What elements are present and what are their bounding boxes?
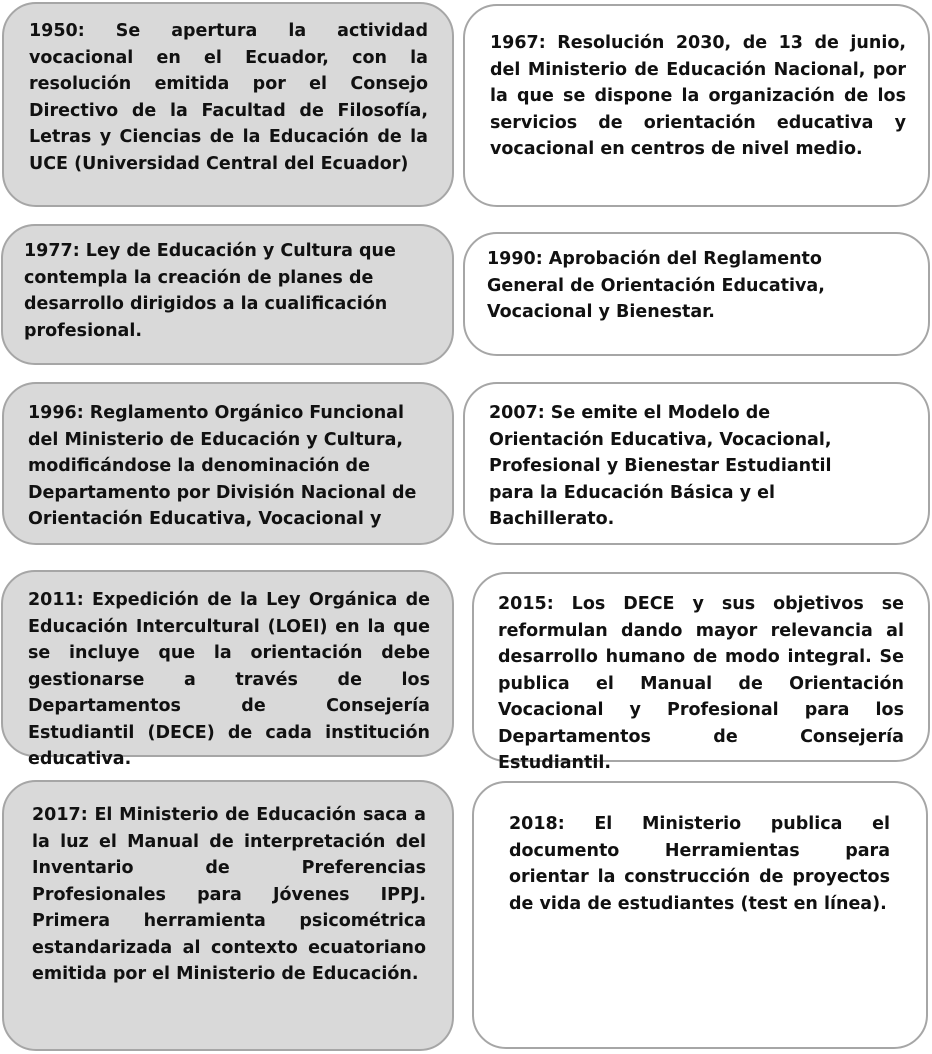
event-box-1990	[463, 232, 930, 356]
event-text-2017: 2017: El Ministerio de Educación saca a la luz el Manual de interpretación del Inventario de Preferencias Profesionales para Jóvenes IPPJ. Primera herramienta psicométrica estandarizada al contexto ecuatoriano emitida por el Ministerio de Educación.	[32, 805, 426, 984]
event-box-2011	[1, 570, 454, 769]
event-box-2018	[472, 781, 928, 1049]
event-text-1967: 1967: Resolución 2030, de 13 de junio, del Ministerio de Educación Nacional, por la que se dispone la organización de los servicios de orientación educativa y vocacional en centros de nivel medio.	[490, 33, 906, 159]
event-text-2018: 2018: El Ministerio publica el documento Herramientas para orientar la construcción de proyectos de vida de estudiantes (test en línea).	[509, 814, 890, 914]
event-box-2015	[472, 572, 930, 773]
event-box-1977	[1, 224, 454, 365]
event-box-2017	[2, 780, 454, 1051]
event-text-clip-1996	[28, 400, 428, 529]
event-text-2011: 2011: Expedición de la Ley Orgánica de Educación Intercultural (LOEI) en la que se incluye que la orientación debe gestionarse a través de los Departamentos de Consejería Estudiantil (DECE) de cada institución educativa.	[28, 590, 430, 769]
event-text-2007: 2007: Se emite el Modelo de Orientación Educativa, Vocacional, Profesional y Bienestar Estudiantil para la Educación Básica y el Bachillerato.	[489, 403, 832, 529]
event-text-1977: 1977: Ley de Educación y Cultura que contempla la creación de planes de desarrollo dirigidos a la cualificación profesional.	[24, 241, 396, 341]
event-box-1950	[2, 2, 454, 207]
event-box-1996	[2, 382, 454, 545]
event-box-1967	[463, 4, 930, 207]
event-text-1990: 1990: Aprobación del Reglamento General de Orientación Educativa, Vocacional y Bienestar.	[487, 249, 825, 322]
event-text-2015: 2015: Los DECE y sus objetivos se reformulan dando mayor relevancia al desarrollo humano de modo integral. Se publica el Manual de Orientación Vocacional y Profesional para los Departamentos de Consejería Estudiantil.	[498, 594, 904, 773]
event-text-1996: 1996: Reglamento Orgánico Funcional del Ministerio de Educación y Cultura, modificándose la denominación de Departamento por División Nacional de Orientación Educativa, Vocacional y	[28, 403, 417, 529]
event-text-1950: 1950: Se apertura la actividad vocacional en el Ecuador, con la resolución emitida por el Consejo Directivo de la Facultad de Filosofía, Letras y Ciencias de la Educación de la UCE (Universidad Central del Ecuador)	[29, 21, 428, 174]
event-box-2007	[463, 382, 930, 545]
